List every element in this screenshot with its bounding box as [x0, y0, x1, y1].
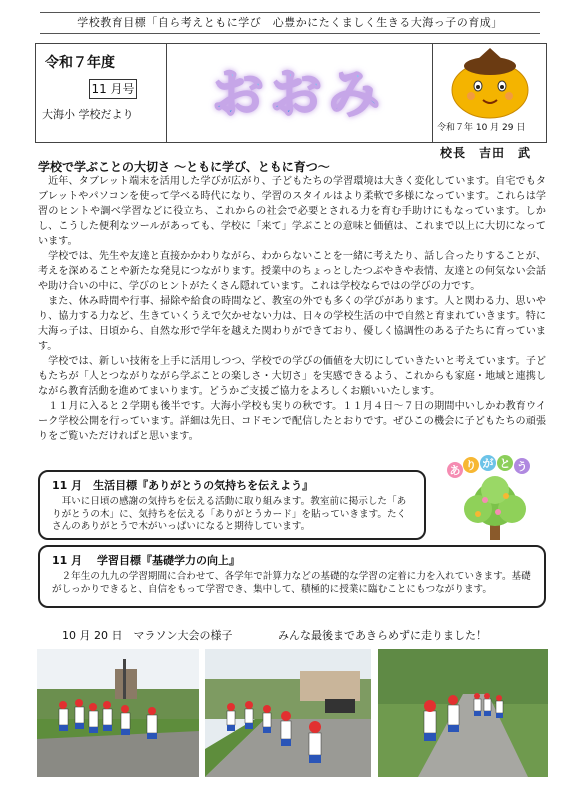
life-goal-body: 耳いに日頃の感謝の気持ちを伝える活動に取り組みます。教室前に掲示した「ありがとうの木」に、気持ちを伝える「ありがとうカード」を貼っていきます。たくさんのありがとうで木がいっぱいになると期待しています。	[52, 496, 407, 533]
persimmon-mascot-icon	[433, 44, 545, 120]
article-headline: 学校で学ぶことの大切さ ～ともに学び、ともに育つ～	[38, 160, 330, 174]
marathon-photo-2	[205, 649, 371, 777]
photo-caption-date: 10 月 20 日 マラソン大会の様子	[62, 629, 233, 642]
fiscal-year: 令和７年度	[45, 55, 115, 71]
newsletter-logo	[167, 44, 432, 142]
marathon-photo-1	[37, 649, 199, 777]
svg-text:う: う	[516, 460, 528, 473]
logo-text: おおみ	[211, 65, 387, 125]
issue-month: 11 月号	[89, 79, 137, 99]
issue-date: 令和７年 10 月 29 日	[437, 123, 526, 133]
svg-text:あ: あ	[449, 464, 461, 477]
study-goal-body: ２年生の九九の学習期間に合わせて、各学年で計算力などの基礎的な学習の定着に力を入れていきます。基礎がしっかりできると、自信をもって学習でき、集中して、積極的に授業に臨むことにもつながります。	[52, 571, 531, 595]
marathon-photo-3	[378, 649, 548, 777]
newsletter-header	[35, 43, 547, 143]
svg-text:が: が	[482, 457, 494, 470]
paragraph: 学校では、新しい技術を上手に活用しつつ、学校での学びの価値を大切にしていきたいと考えています。子どもたちが「人とつながりながら学ぶことの楽しさ・大切さ」を実感できるよう、これからも家庭・地域と連携しながら教育活動を進めてまいります。どうかご支援ご協力をよろしくお願いいたします。	[38, 356, 546, 397]
issue-info	[36, 44, 167, 142]
study-goal-title: 11 月 学習目標『基礎学力の向上』	[52, 554, 240, 567]
mascot-area	[432, 44, 546, 142]
principal-name: 校長 吉田 武	[440, 146, 532, 160]
school-motto: 学校教育目標「自ら考えともに学び 心豊かにたくましく生きる大海っ子の育成」	[40, 12, 540, 34]
article-body	[38, 174, 546, 444]
paragraph: 近年、タブレット端末を活用した学びが広がり、子どもたちの学習環境は大きく変化しています。自宅でもタブレットやパソコンを使って学べる時代になり、学習のスタイルはより柔軟で多様になっています。これらは学習のヒントや調べ学習などに役立ち、これからの社会で必要とされる力を育む手助けにもなっています。しかし、こうした便利なツールがあっても、学校に「来て」学ぶことの意味と価値は、これまで以上に大切になっています。	[38, 176, 546, 247]
life-goal-box	[38, 470, 426, 540]
study-goal-box	[38, 545, 546, 608]
paragraph: 学校では、先生や友達と直接かかわりながら、わからないことを一緒に考えたり、話し合ったりすることが、考えを深めることや新たな発見につながります。授業中のちょっとしたつぶやきや表情、友達との何気ない会話や助け合いの中に、学びのヒントがたくさん隠れています。これは学校ならではの学びの力です。	[38, 251, 546, 292]
paragraph: また、休み時間や行事、掃除や給食の時間など、教室の外でも多くの学びがあります。人と関わる力、思いやり、協力する力など、生きていくうえで欠かせない力は、日々の学校生活の中で自然と育まれていきます。特に大海っ子は、日頃から、自然な形で学年を越えた関わりができており、優しく協調性のある子たちに育っています。	[38, 296, 546, 352]
svg-text:と: と	[499, 457, 511, 470]
arigato-tree-illustration	[440, 454, 550, 544]
photo-caption-comment: みんな最後まであきらめずに走りました！	[278, 629, 487, 642]
school-name: 大海小 学校だより	[42, 108, 134, 121]
paragraph: １１月に入ると２学期も後半です。大海小学校も実りの秋です。１１月４日～７日の期間中いしかわ教育ウイーク学校公開を行っています。詳細は先日、コドモンで配信したとおりです。ぜひこの機会に子どもたちの頑張りをご覧いただければと思います。	[38, 401, 546, 442]
svg-text:り: り	[465, 459, 477, 472]
life-goal-title: 11 月 生活目標『ありがとうの気持ちを伝えよう』	[52, 479, 314, 492]
